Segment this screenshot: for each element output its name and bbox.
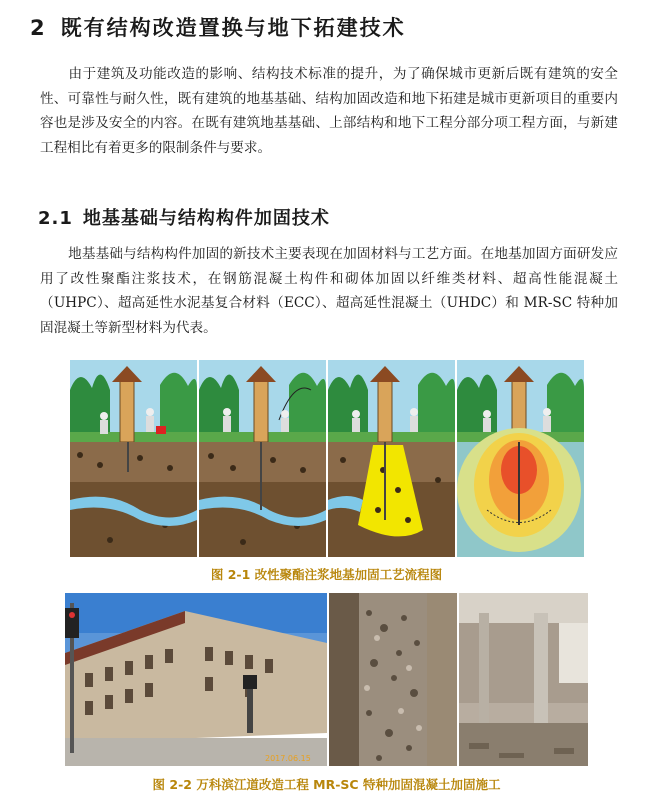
sub-paragraph-block: [40, 242, 618, 340]
intro-paragraph-block: [40, 62, 618, 160]
photo-interior-columns: [459, 593, 588, 766]
process-panel-2: [199, 360, 326, 557]
intro-paragraph: 由于建筑及功能改造的影响、结构技术标准的提升，为了确保城市更新后既有建筑的安全性、可靠性与耐久性，既有建筑的地基基础、结构加固改造和地下拓建是城市更新项目的重要内容也是涉及安全的内容。在既有建筑地基基础、上部结构和地下工程分部分项工程方面，与新建工程相比有着更多的限制条件与要求。: [40, 66, 618, 156]
photo-building-exterior: [65, 593, 327, 766]
section-number: 2: [30, 16, 47, 40]
process-panel-4: [457, 360, 584, 557]
figure-grouting-process: [70, 360, 584, 557]
photo-timestamp: 2017.06.15: [265, 754, 311, 763]
process-panel-1: [70, 360, 197, 557]
section-heading: [30, 12, 406, 42]
photo-column-closeup: [329, 593, 457, 766]
subsection-number: 2.1: [38, 208, 73, 229]
figure1-caption: 图 2-1 改性聚酯注浆地基加固工艺流程图: [210, 567, 443, 582]
figure2-caption: 图 2-2 万科滨江道改造工程 MR-SC 特种加固混凝土加固施工: [152, 777, 501, 792]
section-title: 既有结构改造置换与地下拓建技术: [60, 16, 406, 40]
subsection-heading: [38, 204, 330, 230]
subsection-title: 地基基础与结构构件加固技术: [82, 208, 330, 229]
sub-paragraph: 地基基础与结构构件加固的新技术主要表现在加固材料与工艺方面。在地基加固方面研发应用了改性聚酯注浆技术，在钢筋混凝土构件和砌体加固以纤维类材料、超高性能混凝土（UHPC）、超高延性水泥基复合材料（ECC）、超高延性混凝土（UHDC）和 MR-SC 特种加固混凝土等新型材料为代表。: [40, 246, 618, 336]
process-panel-3: [328, 360, 455, 557]
